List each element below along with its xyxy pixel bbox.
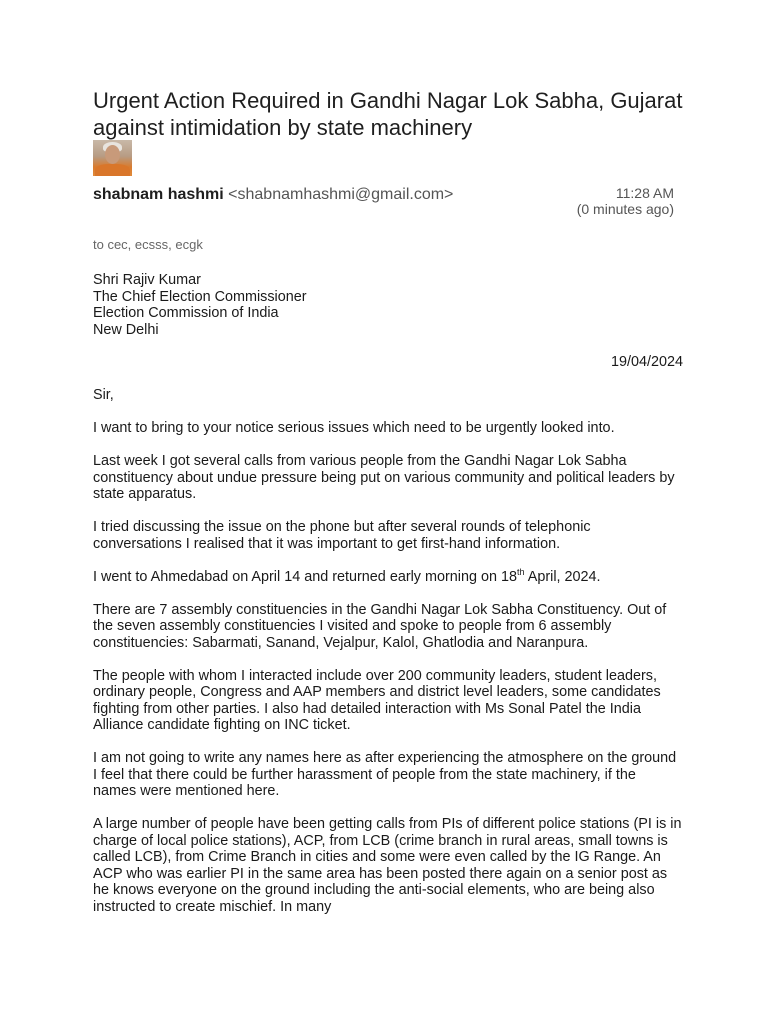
sender-email[interactable]: shabnamhashmi@gmail.com — [237, 186, 445, 203]
email-body — [93, 272, 683, 932]
paragraph: The people with whom I interacted include over 200 community leaders, student leaders, ordinary people, Congress and AAP members and district level leaders, some candidates fighting from other parties. I also had detailed interaction with Ms Sonal Patel the India Alliance candidate fighting on INC ticket. — [93, 667, 661, 733]
avatar-shawl — [95, 164, 130, 176]
email-bracket-close: > — [444, 186, 454, 203]
address-line: The Chief Election Commissioner — [93, 288, 307, 305]
address-line: Election Commission of India — [93, 305, 279, 321]
paragraph: I am not going to write any names here as after experiencing the atmosphere on the ground I feel that there could be further harassment of people from the state machinery, if the names were mentioned here. — [93, 750, 677, 799]
email-time — [554, 185, 674, 217]
paragraph: Last week I got several calls from various people from the Gandhi Nagar Lok Sabha constituency about undue pressure being put on various community and political leaders by state apparatus. — [93, 453, 675, 502]
paragraph: There are 7 assembly constituencies in the Gandhi Nagar Lok Sabha Constituency. Out of the seven assembly constituencies I visited and spoke to people from 6 assembly constituencies: Sabarmati, Sanand, Vejalpur, Kalol, Ghatlodia and Naranpura. — [93, 601, 667, 651]
email-bracket-open: < — [228, 186, 238, 203]
paragraph: A large number of people have been getting calls from PIs of different police stations (PI is in charge of local police stations), ACP, from LCB (crime branch in rural areas, small towns is called LCB), from Crime Branch in cities and some were even called by the IG Range. An ACP who was earlier PI in the same area has been posted there again on a senior post as he knows everyone on the ground including the anti-social elements, who are being also instructed to create mischief. In many — [93, 816, 682, 915]
p4-superscript: th — [517, 566, 525, 577]
letter-address — [93, 272, 683, 338]
letter-date: 19/04/2024 — [610, 354, 683, 370]
email-timestamp: 11:28 AM — [615, 185, 674, 201]
p4-text-before: I went to Ahmedabad on April 14 and returned early morning on 18 — [93, 568, 518, 585]
sender-email-wrap — [228, 186, 453, 203]
sender-line — [93, 185, 453, 205]
email-subject: Urgent Action Required in Gandhi Nagar Lok Sabha, Gujarat against intimidation by state machinery — [93, 88, 683, 140]
address-line: Shri Rajiv Kumar — [93, 272, 201, 288]
sender-avatar[interactable] — [93, 140, 132, 176]
letter-salutation: Sir, — [93, 387, 114, 403]
email-time-ago: (0 minutes ago) — [576, 201, 674, 217]
paragraph: I tried discussing the issue on the phone but after several rounds of telephonic conversations I realised that it was important to get first-hand information. — [93, 519, 591, 552]
sender-name[interactable]: shabnam hashmi — [93, 186, 224, 203]
paragraph: I want to bring to your notice serious issues which need to be urgently looked into. — [93, 420, 615, 436]
avatar-face — [105, 145, 120, 164]
paragraph — [93, 566, 683, 586]
p4-text-after: April, 2024. — [524, 568, 601, 585]
email-recipients[interactable]: to cec, ecsss, ecgk — [93, 237, 203, 252]
address-line: New Delhi — [93, 321, 159, 338]
